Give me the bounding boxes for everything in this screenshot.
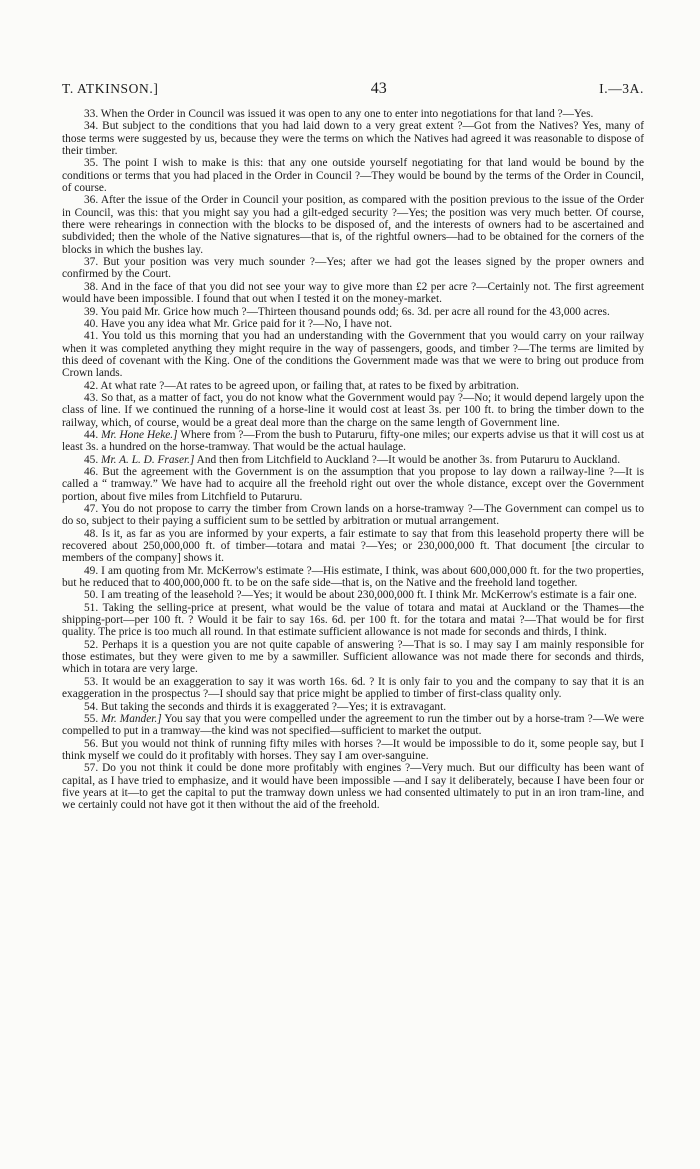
paragraph-text: 42. At what rate ?—At rates to be agreed upon, or failing that, at rates to be fixed by arbitration. xyxy=(84,379,520,392)
question-paragraph xyxy=(62,503,644,528)
paragraph-text: 53. It would be an exaggeration to say it was worth 16s. 6d. ? It is only fair to you and the company to say that it is an exaggeration in the prospectus ?—I should say that price might be applied to timber of first-class quality only. xyxy=(62,675,644,701)
question-paragraph xyxy=(62,602,644,639)
paragraph-text: 36. After the issue of the Order in Council your position, as compared with the position previous to the issue of the Order in Council, was this: that you might say you had a gilt-edged security ?—Yes; the position was very much better. Of course, there were rehearings in connection with the blocks to be disposed of, and the interests of owners had to be ascertained and subdivided; then the whole of the Native signatures—that is, of the rightful owners—had to be obtained for the corners of the blocks in which the bushes lay. xyxy=(62,194,644,256)
question-paragraph xyxy=(62,380,644,392)
page-number: 43 xyxy=(370,80,387,97)
witness-name: T. ATKINSON.] xyxy=(62,81,159,96)
question-paragraph xyxy=(62,528,644,565)
question-paragraph xyxy=(62,466,644,503)
question-paragraph xyxy=(62,738,644,763)
paragraph-text: 48. Is it, as far as you are informed by your experts, a fair estimate to say that from this leasehold property there will be recovered about 250,000,000 ft. of timber—totara and matai ?—Yes; or 230,000,000 ft. That document [the circular to members of the company] shows it. xyxy=(62,527,644,565)
question-number: 55. xyxy=(84,712,102,725)
paragraph-text: Where from ?—From the bush to Putaruru, fifty-one miles; our experts advise us that it will cost us at least 3s. a hundred on the horse-tramway. That would be the actual haulage. xyxy=(62,428,645,454)
question-paragraph xyxy=(62,392,644,429)
paragraph-text: 50. I am treating of the leasehold ?—Yes; it would be about 230,000,000 ft. I think Mr. McKerrow's estimate is a fair one. xyxy=(84,589,637,602)
paragraph-text: 40. Have you any idea what Mr. Grice paid for it ?—No, I have not. xyxy=(84,317,393,330)
question-paragraph xyxy=(62,194,644,256)
paragraph-text: 49. I am quoting from Mr. McKerrow's estimate ?—His estimate, I think, was about 600,000,000 ft. for the two properties, but he reduced that to 400,000,000 ft. to be on the safe side—that is, on the Native and the freehold land together. xyxy=(62,564,644,590)
paragraph-text: 56. But you would not think of running fifty miles with horses ?—It would be impossible to do it, some people say, but I think myself we could do it profitably with horses. They say I am over-sanguine. xyxy=(62,737,644,762)
running-header xyxy=(62,80,644,98)
paragraph-text: 57. Do you not think it could be done more profitably with engines ?—Very much. But our difficulty has been want of capital, as I have tried to emphasize, and it would have been impossible —and I say it deliberately, because I have been four or five years at it—to get the capital to put the tramway down unless we had consented ultimately to put in an iron tram-line, and we certainly could not have got it then without the aid of the freehold. xyxy=(62,762,644,812)
question-paragraph xyxy=(62,713,644,738)
paragraph-text: 54. But taking the seconds and thirds it is exaggerated ?—Yes; it is extravagant. xyxy=(84,700,447,713)
question-paragraph xyxy=(62,120,644,157)
question-paragraph xyxy=(62,701,644,713)
question-paragraph xyxy=(62,639,644,676)
question-paragraph xyxy=(62,676,644,701)
paragraph-text: You say that you were compelled under the agreement to run the timber out by a horse-tram ?—We were compelled to put in a tramway—the kind was not specified—sufficient to market the output. xyxy=(62,712,644,738)
question-paragraph xyxy=(62,589,644,601)
question-paragraph xyxy=(62,454,644,466)
question-paragraph xyxy=(62,157,644,194)
paragraph-text: 51. Taking the selling-price at present, what would be the value of totara and matai at Auckland or the Thames—the shipping-port—per 100 ft. ? Would it be fair to say 16s. 6d. per 100 ft. for the totara and matai ?—That would be for first quality. The price is too much all round. In that estimate sufficient allowance is not made for seconds and thirds, I think. xyxy=(62,601,644,639)
question-paragraph xyxy=(62,762,644,811)
paragraph-text: 33. When the Order in Council was issued it was open to any one to enter into negotiations for that land ?—Yes. xyxy=(84,108,594,120)
paragraph-text: 43. So that, as a matter of fact, you do not know what the Government would pay ?—No; it would depend largely upon the class of line. If we continued the running of a horse-line it would cost at least 3s. per 100 ft. to bring the timber down to the railway, which, of course, would be a great deal more than the charge on the same length of Government line. xyxy=(62,391,644,429)
paragraph-text: 41. You told us this morning that you had an understanding with the Government that you would carry on your railway when it was completed anything they might require in the way of passengers, goods, and timber ?—The terms are limited by this deed of covenant with the King. One of the conditions the Government made was that we were to bring out produce from Crown lands. xyxy=(62,330,644,380)
document-reference: I.—3A. xyxy=(599,81,644,96)
question-paragraph xyxy=(62,281,644,306)
paragraph-text: And then from Litchfield to Auckland ?—It would be another 3s. from Putaruru to Auckland. xyxy=(196,453,621,466)
paragraph-text: 47. You do not propose to carry the timber from Crown lands on a horse-tramway ?—The Government can compel us to do so, subject to their paying a sufficient sum to be settled by arbitration or mutual arrangement. xyxy=(62,503,644,528)
paragraph-text: 37. But your position was very much sounder ?—Yes; after we had got the leases signed by the proper owners and confirmed by the Court. xyxy=(62,256,644,281)
testimony-text xyxy=(62,108,644,812)
question-number: 45. xyxy=(84,453,102,466)
question-paragraph xyxy=(62,565,644,590)
question-paragraph xyxy=(62,108,644,120)
question-paragraph xyxy=(62,256,644,281)
question-number: 44. xyxy=(84,428,102,441)
question-paragraph xyxy=(62,429,644,454)
paragraph-text: 35. The point I wish to make is this: that any one outside yourself negotiating for that land would be bound by the conditions or terms that you had placed in the Order in Council ?—They would be bound by the terms of the Order in Council, of course. xyxy=(62,157,644,195)
paragraph-text: 52. Perhaps it is a question you are not quite capable of answering ?—That is so. I may say I am mainly responsible for those estimates, but they were given to me by a sawmiller. Sufficient allowance was not made there for seconds and thirds, which in totara are very large. xyxy=(62,638,644,676)
paragraph-text: 39. You paid Mr. Grice how much ?—Thirteen thousand pounds odd; 6s. 3d. per acre all round for the 43,000 acres. xyxy=(84,305,610,318)
speaker-name: Mr. Hone Heke.] xyxy=(101,428,178,441)
speaker-name: Mr. A. L. D. Fraser.] xyxy=(101,453,195,466)
paragraph-text: 38. And in the face of that you did not see your way to give more than £2 per acre ?—Certainly not. The first agreement would have been impossible. I found that out when I tested it on the money-market. xyxy=(62,280,644,306)
paragraph-text: 46. But the agreement with the Government is on the assumption that you propose to lay down a railway-line ?—It is called a “ tramway.” We have had to acquire all the freehold right out over the whole distance, except over the Government portion, about five miles from Litchfield to Putaruru. xyxy=(62,465,644,503)
question-paragraph xyxy=(62,330,644,379)
paragraph-text: 34. But subject to the conditions that you had laid down to a very great extent ?—Got from the Natives? Yes, many of those terms were suggested by us, because they were the terms on which the Natives had agreed it was reasonable to dispose of their timber. xyxy=(62,120,644,158)
speaker-name: Mr. Mander.] xyxy=(101,712,162,725)
question-paragraph xyxy=(62,306,644,318)
question-paragraph xyxy=(62,318,644,330)
